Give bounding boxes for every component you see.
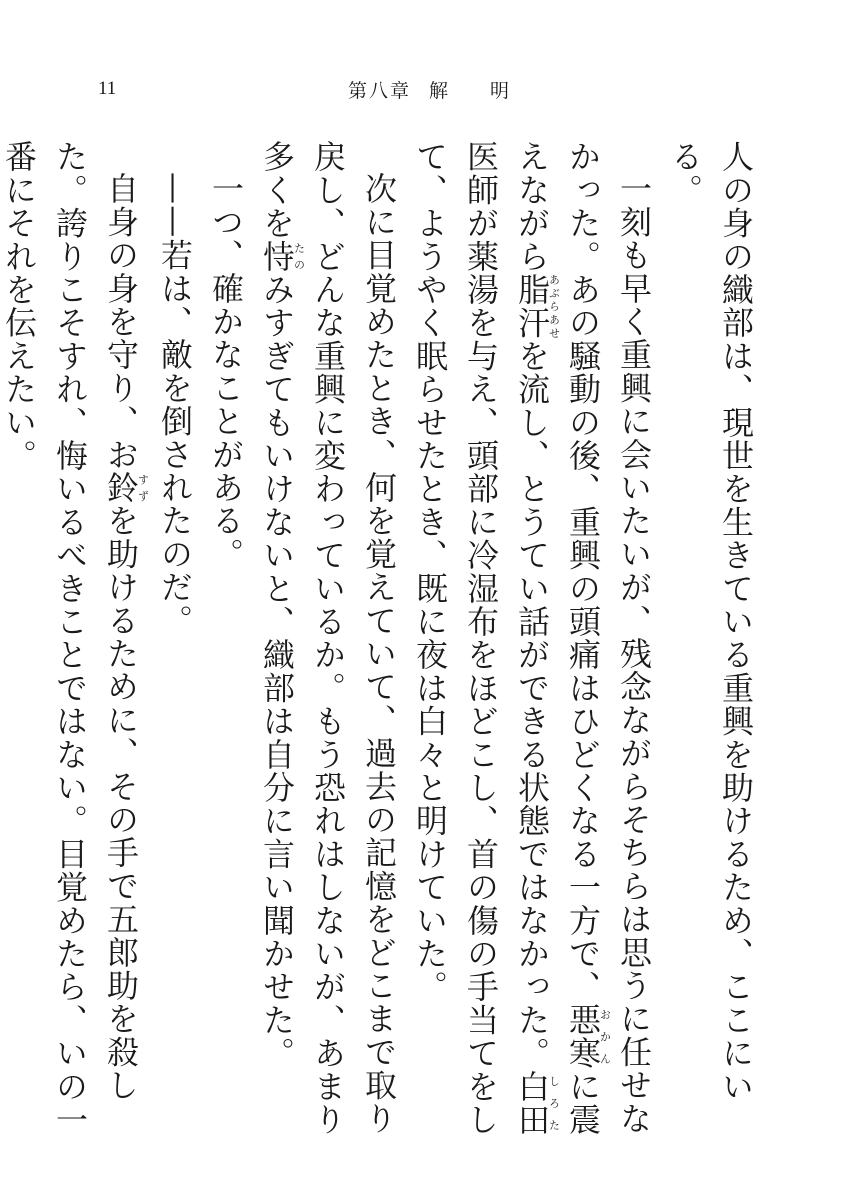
- paragraph-p2: [404, 140, 659, 1140]
- text-run: を助けるために、その手で五郎助を殺した。誇りこそすれ、悔いるべきことではない。目覚めたら、いの一番にそれを伝えたい。: [0, 140, 140, 1136]
- text-run: 一つ、確かなことがある。: [207, 172, 245, 571]
- text-run: 人の身の織部は、現世を生きている重興を助けるため、ここにいる。: [666, 140, 755, 1103]
- text-run: みすぎてもいけないと、織部は自分に言い聞かせた。: [258, 272, 296, 1070]
- running-head: [348, 76, 511, 103]
- paragraph-p6: [0, 140, 149, 1140]
- ruby-base: 鈴: [102, 470, 140, 505]
- ruby-base: 悪寒: [564, 1003, 602, 1070]
- text-run: 医師が薬湯を与え、頭部に冷湿布をほどこし、首の傷の手当てをして、ようやく眠らせたとき、既に夜は白々と明けていた。: [411, 140, 500, 1136]
- body-text: [0, 140, 761, 1140]
- furigana: あぶらあせ: [547, 272, 561, 340]
- ruby-word: [258, 239, 306, 273]
- text-run: を流し、とうてい話ができる状態ではなかった。: [513, 339, 551, 1070]
- text-run: 次に目覚めたとき、何を覚えていて、過去の記憶をどこまで取り戻し、どんな重興に変わっているか。もう恐れはしないが、あまり多くを: [258, 140, 398, 1136]
- paragraph-p1: [659, 140, 761, 1140]
- ruby-base: 白田: [513, 1069, 551, 1137]
- ruby-word: [513, 272, 561, 340]
- furigana: すず: [136, 470, 150, 505]
- chapter-label: 第八章: [348, 80, 412, 102]
- text-run: ——若は、敵を倒されたのだ。: [156, 172, 194, 637]
- paragraph-p4: [200, 140, 251, 1140]
- ruby-word: [564, 1003, 612, 1070]
- furigana: しろた: [547, 1069, 561, 1137]
- text-run: 自身の身を守り、お: [102, 172, 140, 471]
- chapter-title-first-char: 解: [429, 80, 451, 102]
- paragraph-p3: [251, 140, 404, 1140]
- ruby-base: 脂汗: [513, 272, 551, 340]
- text-run: 一刻も早く重興に会いたいが、残念ながらそちらは思うに任せなかった。あの騒動の後、重興の頭痛はひどくなる一方で、: [564, 140, 653, 1135]
- page-number: 11: [98, 78, 117, 99]
- chapter-title-second-char: 明: [490, 80, 512, 102]
- text-run: に震えながら: [513, 140, 602, 1137]
- paragraph-p5: [149, 140, 200, 1140]
- ruby-word: [513, 1069, 561, 1137]
- ruby-base: 恃: [258, 239, 296, 273]
- ruby-word: [102, 470, 150, 505]
- furigana: たの: [292, 239, 306, 273]
- furigana: おかん: [598, 1003, 612, 1070]
